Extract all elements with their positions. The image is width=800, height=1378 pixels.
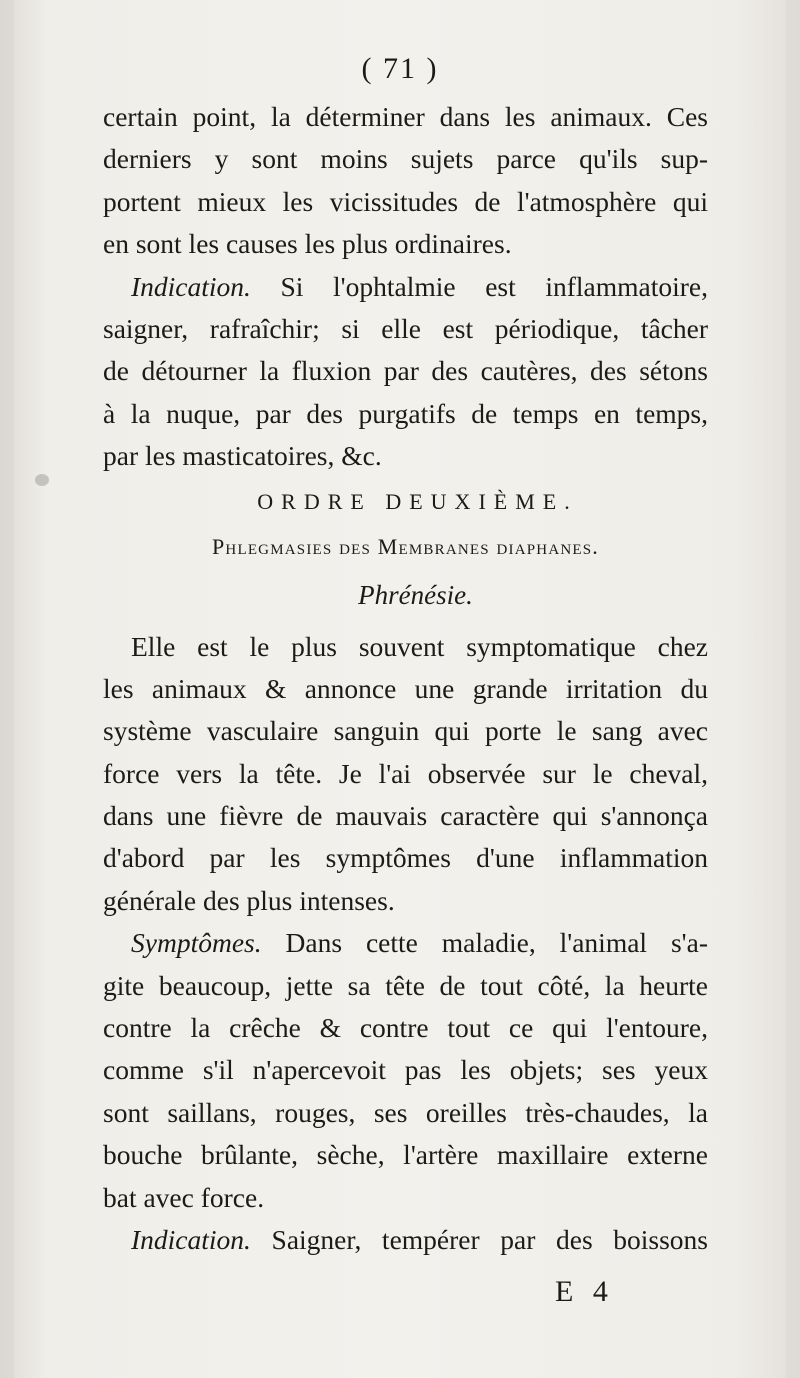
text-line bbox=[103, 922, 708, 964]
indication-label: Indication. bbox=[131, 270, 251, 302]
text-run: Si l'ophtalmie est inflammatoire, bbox=[280, 270, 708, 302]
text-line: contre la crêche & contre tout ce qui l'entoure, bbox=[103, 1012, 708, 1044]
order-heading: ORDRE DEUXIÈME. bbox=[257, 488, 578, 514]
text-line: derniers y sont moins sujets parce qu'ils sup- bbox=[103, 143, 708, 175]
page-number: ( 71 ) bbox=[361, 52, 439, 85]
symptoms-label: Symptômes. bbox=[131, 927, 262, 959]
text-line: système vasculaire sanguin qui porte le sang avec bbox=[103, 715, 708, 747]
text-line: bat avec force. bbox=[103, 1181, 265, 1213]
text-line: saigner, rafraîchir; si elle est périodique, tâcher bbox=[103, 312, 708, 344]
text-line: dans une fièvre de mauvais caractère qui s'annonça bbox=[103, 800, 708, 832]
indication-paragraph bbox=[103, 1219, 708, 1261]
text-line: à la nuque, par des purgatifs de temps en temps, bbox=[103, 397, 708, 429]
text-line: en sont les causes les plus ordinaires. bbox=[103, 228, 512, 260]
paragraph-continued bbox=[103, 96, 708, 266]
text-line: comme s'il n'apercevoit pas les objets; ses yeux bbox=[103, 1054, 708, 1086]
text-line: certain point, la déterminer dans les animaux. Ces bbox=[103, 101, 708, 132]
text-line: par les masticatoires, &c. bbox=[103, 440, 382, 472]
symptoms-paragraph bbox=[103, 922, 708, 1219]
text-line: portent mieux les vicissitudes de l'atmosphère qui bbox=[103, 185, 708, 217]
text-block bbox=[103, 96, 708, 1261]
indication-paragraph bbox=[103, 266, 708, 478]
body-paragraph bbox=[103, 626, 708, 923]
chapter-title: Phrénésie. bbox=[358, 579, 473, 610]
text-line: force vers la tête. Je l'ai observée sur le cheval, bbox=[103, 757, 708, 789]
text-line: sont saillans, rouges, ses oreilles très-chaudes, la bbox=[103, 1096, 708, 1128]
text-run: Dans cette maladie, l'animal s'a- bbox=[285, 927, 708, 959]
indication-label: Indication. bbox=[131, 1223, 251, 1255]
text-line: gite beaucoup, jette sa tête de tout côté, la heurte bbox=[103, 969, 708, 1001]
section-heading: Phlegmasies des Membranes diaphanes. bbox=[211, 533, 600, 559]
text-line: générale des plus intenses. bbox=[103, 884, 395, 916]
text-run: Saigner, tempérer par des boissons bbox=[271, 1223, 708, 1255]
text-line: d'abord par les symptômes d'une inflammation bbox=[103, 842, 708, 874]
text-line: Elle est le plus souvent symptomatique chez bbox=[131, 630, 708, 662]
signature-mark: E 4 bbox=[555, 1275, 614, 1308]
text-line bbox=[103, 1219, 708, 1261]
text-line: les animaux & annonce une grande irritation du bbox=[103, 672, 708, 704]
text-line: bouche brûlante, sèche, l'artère maxillaire externe bbox=[103, 1139, 708, 1171]
text-line bbox=[103, 266, 708, 308]
text-line: de détourner la fluxion par des cautères, des sétons bbox=[103, 355, 708, 387]
